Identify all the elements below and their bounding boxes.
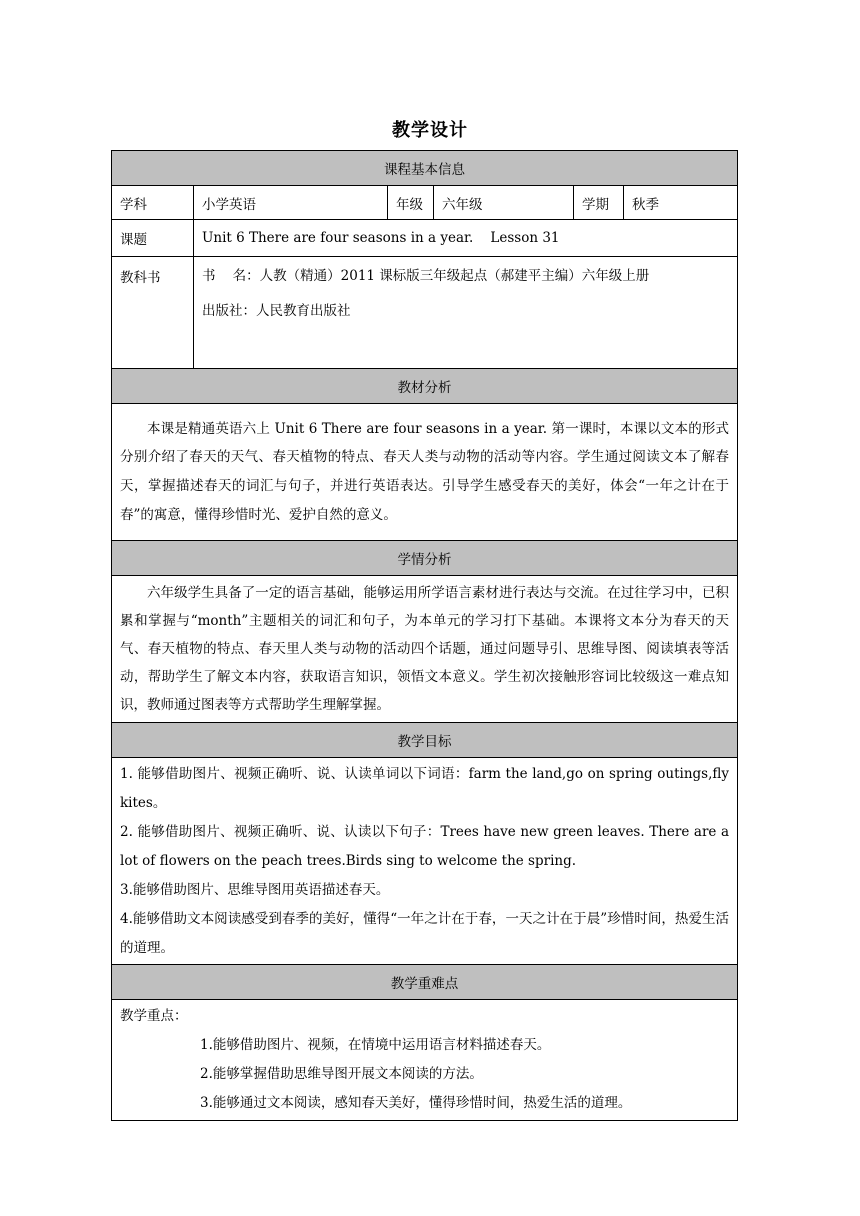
textbook-publisher: 出版社：人民教育出版社 bbox=[202, 303, 351, 319]
term-value: 秋季 bbox=[624, 186, 738, 220]
grade-label: 年级 bbox=[388, 186, 434, 220]
lesson-design-table bbox=[111, 150, 738, 1121]
document-title: 教学设计 bbox=[392, 120, 468, 141]
section-key-points: 教学重难点 bbox=[112, 965, 738, 1000]
key-point-3: 3.能够通过文本阅读，感知春天美好，懂得珍惜时间，热爱生活的道理。 bbox=[200, 1095, 632, 1111]
teaching-goal-1: 1. 能够借助图片、视频正确听、说、认读单词以下词语：farm the land,go on spring outings,fly kites。 bbox=[120, 765, 730, 811]
section-student-analysis: 学情分析 bbox=[112, 541, 738, 576]
student-analysis-cell bbox=[112, 576, 738, 723]
material-analysis-text: 本课是精通英语六上 Unit 6 There are four seasons in a year. 第一课时，本课以文本的形式分别介绍了春天的天气、春天植物的特点、春天人类与动物的活动等内容。学生通过阅读文本了解春天，掌握描述春天的词汇与句子，并进行英语表达。引导学生感受春天的美好，体会“一年之计在于春”的寓意，懂得珍惜时光、爱护自然的意义。 bbox=[120, 420, 730, 523]
section-material-analysis: 教材分析 bbox=[112, 369, 738, 404]
student-analysis-text: 六年级学生具备了一定的语言基础，能够运用所学语言素材进行表达与交流。在过往学习中，已积累和掌握与“month”主题相关的词汇和句子，为本单元的学习打下基础。本课将文本分为春天的天气、春天植物的特点、春天里人类与动物的活动四个话题，通过问题导引、思维导图、阅读填表等活动，帮助学生了解文本内容，获取语言知识，领悟文本意义。学生初次接触形容词比较级这一难点知识，教师通过图表等方式帮助学生理解掌握。 bbox=[120, 585, 730, 713]
key-point-2: 2.能够掌握借助思维导图开展文本阅读的方法。 bbox=[200, 1066, 483, 1082]
subject-value: 小学英语 bbox=[194, 186, 388, 220]
teaching-goals-cell bbox=[112, 758, 738, 965]
teaching-goal-2: 2. 能够借助图片、视频正确听、说、认读以下句子：Trees have new green leaves. There are a lot of flowers on the peach trees.Birds sing to welcome the spring. bbox=[120, 823, 730, 869]
key-points-cell bbox=[112, 1000, 738, 1121]
textbook-info bbox=[194, 257, 738, 369]
subject-label: 学科 bbox=[112, 186, 194, 220]
textbook-label: 教科书 bbox=[112, 257, 194, 369]
teaching-goal-3: 3.能够借助图片、思维导图用英语描述春天。 bbox=[120, 881, 390, 898]
teaching-goal-4: 4.能够借助文本阅读感受到春季的美好，懂得“一年之计在于春，一天之计在于晨”珍惜时间，热爱生活的道理。 bbox=[120, 910, 730, 956]
grade-value: 六年级 bbox=[434, 186, 574, 220]
key-points-heading: 教学重点： bbox=[120, 1008, 188, 1024]
topic-value: Unit 6 There are four seasons in a year. Lesson 31 bbox=[194, 220, 738, 257]
section-teaching-goals: 教学目标 bbox=[112, 723, 738, 758]
term-label: 学期 bbox=[574, 186, 624, 220]
section-basic-info: 课程基本信息 bbox=[112, 151, 738, 186]
material-analysis-cell bbox=[112, 404, 738, 541]
topic-label: 课题 bbox=[112, 220, 194, 257]
key-point-1: 1.能够借助图片、视频，在情境中运用语言材料描述春天。 bbox=[200, 1037, 551, 1053]
textbook-book: 书 名：人教（精通）2011 课标版三年级起点（郝建平主编）六年级上册 bbox=[202, 268, 650, 284]
